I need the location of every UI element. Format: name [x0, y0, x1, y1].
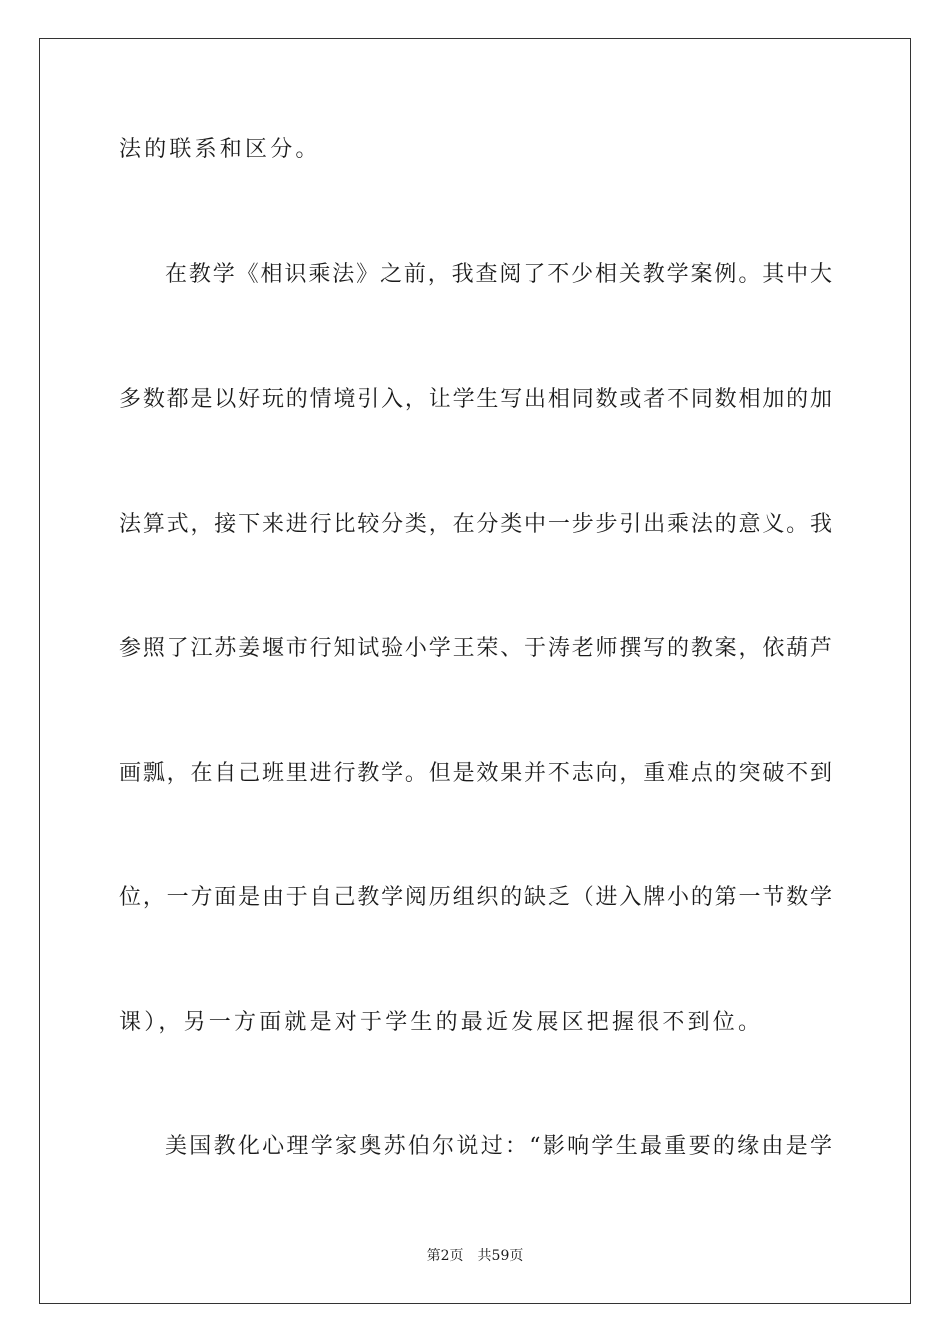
text-line-6: 画瓢，在自己班里进行教学。但是效果并不志向，重难点的突破不到 — [119, 761, 832, 786]
page-total: 共59页 — [477, 1248, 524, 1264]
page-number: 第2页 — [426, 1248, 464, 1264]
text-line-4: 法算式，接下来进行比较分类，在分类中一步步引出乘法的意义。我 — [119, 512, 832, 537]
text-line-9: 美国教化心理学家奥苏伯尔说过：“影响学生最重要的缘由是学 — [165, 1134, 832, 1159]
page-border — [39, 38, 911, 1304]
text-line-3: 多数都是以好玩的情境引入，让学生写出相同数或者不同数相加的加 — [119, 387, 832, 412]
text-line-7: 位，一方面是由于自己教学阅历组织的缺乏（进入牌小的第一节数学 — [119, 885, 832, 910]
page-footer — [0, 1246, 950, 1266]
text-line-8: 课），另一方面就是对于学生的最近发展区把握很不到位。 — [119, 1010, 764, 1035]
text-line-5: 参照了江苏姜堰市行知试验小学王荣、于涛老师撰写的教案，依葫芦 — [119, 636, 832, 661]
text-line-1: 法的联系和区分。 — [119, 137, 321, 162]
text-line-2: 在教学《相识乘法》之前，我查阅了不少相关教学案例。其中大 — [165, 262, 832, 287]
